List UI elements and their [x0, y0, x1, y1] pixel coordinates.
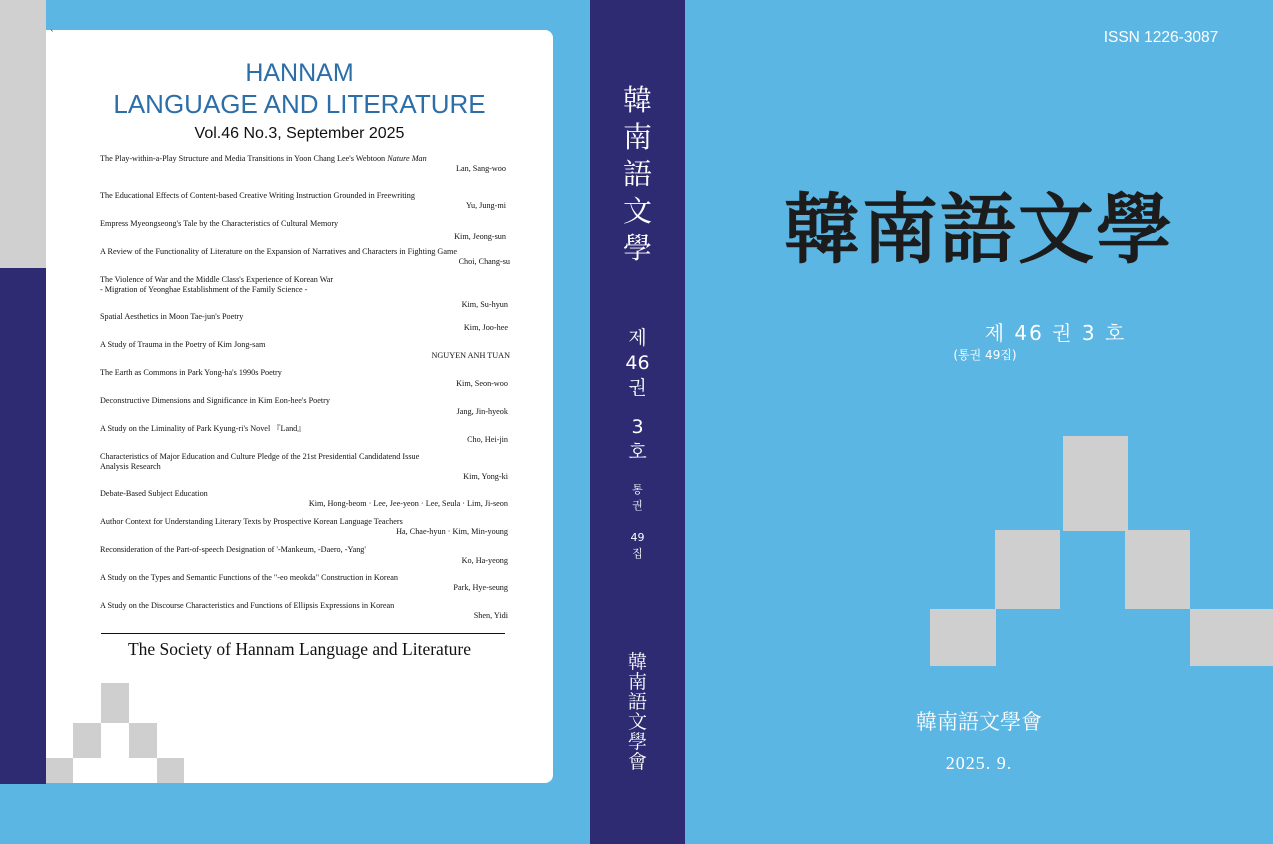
- toc-title: A Study on the Types and Semantic Functions of the "-eo meokda" Construction in Korean: [100, 573, 398, 582]
- toc-author: Kim, Joo-hee: [463, 323, 508, 332]
- front-date: 2025. 9.: [945, 753, 1013, 773]
- back-divider: [101, 633, 505, 634]
- toc-title: Author Context for Understanding Literary Texts by Prospective Korean Language Teachers: [100, 517, 403, 526]
- back-edge-navy-band: [0, 268, 46, 784]
- front-publisher: 韓南語文學會: [916, 710, 1042, 734]
- toc-title: Debate-Based Subject Education: [100, 489, 208, 498]
- toc-entry: [100, 275, 510, 310]
- decor-square: [129, 723, 157, 758]
- toc-entry: [100, 424, 510, 445]
- spine-title-char: 學: [622, 231, 652, 265]
- back-society-name: The Society of Hannam Language and Literature: [127, 639, 472, 659]
- spine-cumulative-number-char: 집: [632, 547, 643, 560]
- decor-square: [1125, 530, 1190, 609]
- front-title: 韓南語文學: [784, 185, 1174, 274]
- spine-cumulative-number: [590, 530, 685, 562]
- toc-author: NGUYEN ANH TUAN: [431, 351, 510, 360]
- spine-number-char: 호: [628, 441, 647, 463]
- toc-entry: [100, 219, 510, 242]
- toc-author: Cho, Hei-jin: [467, 435, 508, 444]
- toc-entry: [100, 340, 510, 361]
- toc-author: Lan, Sang-woo: [455, 164, 506, 173]
- spine-publisher-char: 語: [627, 691, 647, 713]
- spine-publisher-char: 南: [627, 671, 647, 693]
- toc-title: Reconsideration of the Part-of-speech Designation of '-Mankeum, -Daero, -Yang': [100, 545, 366, 554]
- toc-subtitle: - Migration of Yeonghae Establishment of the Family Science -: [100, 285, 308, 294]
- spine-volume-char: 제: [628, 327, 647, 349]
- toc-title: Characteristics of Major Education and Culture Pledge of the 21st Presidential Candidatend Issue: [100, 452, 420, 461]
- issn-label: ISSN 1226-3087: [1103, 29, 1219, 46]
- spine-title-char: 南: [622, 120, 652, 154]
- spine-title-char: 語: [622, 157, 652, 191]
- toc-title: The Violence of War and the Middle Class's Experience of Korean War: [100, 275, 334, 284]
- spine-cumulative-char: 통: [632, 483, 643, 496]
- back-title-line2: LANGUAGE AND LITERATURE: [113, 89, 486, 119]
- decor-square: [46, 758, 73, 783]
- toc-entry: [100, 396, 510, 417]
- back-cover-mark: `: [50, 30, 55, 40]
- toc-title: Deconstructive Dimensions and Significance in Kim Eon-hee's Poetry: [100, 396, 330, 405]
- spine-title: [590, 82, 685, 267]
- back-volume-info: Vol.46 No.3, September 2025: [194, 125, 405, 142]
- toc-title: Empress Myeongseong's Tale by the Characteristics of Cultural Memory: [100, 219, 339, 228]
- spine-cumulative: [590, 482, 685, 514]
- toc-entry: [100, 489, 510, 509]
- front-issue: 제 46 권 3 호: [984, 321, 1127, 345]
- spine-volume: [590, 326, 685, 401]
- spine-publisher: [590, 652, 685, 772]
- spine-cumulative-char: 권: [632, 499, 643, 512]
- toc-author: Kim, Su-hyun: [461, 300, 508, 309]
- toc-entry: [100, 368, 510, 389]
- spine-publisher-char: 韓: [627, 651, 647, 673]
- toc-title: The Earth as Commons in Park Yong-ha's 1990s Poetry: [100, 368, 282, 377]
- toc-author: Jang, Jin-hyeok: [456, 407, 508, 416]
- back-title-line1: HANNAM: [245, 59, 354, 87]
- toc-title-italic: Nature Man: [387, 154, 427, 163]
- decor-square: [101, 683, 129, 723]
- toc-title: A Study on the Liminality of Park Kyung-ri's Novel 『Land』: [100, 424, 306, 433]
- toc-author: Park, Hye-seung: [453, 583, 508, 592]
- toc-title: A Study of Trauma in the Poetry of Kim Jong-sam: [100, 340, 266, 349]
- spine-volume-char: 권: [628, 377, 647, 399]
- spine-number-char: 3: [631, 416, 644, 438]
- toc-title: A Review of the Functionality of Literature on the Expansion of Narratives and Characters in Fighting Game: [100, 247, 457, 256]
- spine-title-char: 文: [622, 194, 652, 228]
- toc-entry: [100, 247, 510, 267]
- decor-square: [995, 530, 1060, 609]
- toc-author: Kim, Jeong-sun: [454, 232, 506, 241]
- decor-square: [1063, 436, 1128, 531]
- toc-author: Shen, Yidi: [473, 611, 508, 620]
- toc-author: Kim, Seon-woo: [456, 379, 508, 388]
- toc-title: A Study on the Discourse Characteristics and Functions of Ellipsis Expressions in Korean: [100, 601, 395, 610]
- toc-author: Kim, Yong-ki: [463, 472, 508, 481]
- spine-publisher-char: 文: [627, 711, 647, 733]
- spine-publisher-char: 學: [627, 731, 647, 753]
- toc-entry: [100, 154, 510, 174]
- toc-title: The Play-within-a-Play Structure and Media Transitions in Yoon Chang Lee's Webtoon: [100, 154, 388, 163]
- front-issue-cumulative: (통권 49집): [953, 348, 1017, 362]
- spine-number: [590, 415, 685, 465]
- spine-cumulative-number-char: 49: [630, 531, 645, 544]
- spine-title-char: 韓: [622, 83, 652, 117]
- spine-volume-char: 46: [625, 352, 650, 374]
- spine-publisher-char: 會: [627, 751, 647, 773]
- toc-author: Yu, Jung-mi: [465, 201, 506, 210]
- toc-entry: [100, 573, 510, 593]
- decor-square: [930, 609, 996, 666]
- toc-author: Ko, Ha-yeong: [461, 556, 508, 565]
- toc-subtitle: Analysis Research: [100, 462, 161, 471]
- toc-entry: [100, 312, 510, 333]
- toc-entry: [100, 601, 510, 621]
- toc-author: Choi, Chang-su: [458, 257, 510, 266]
- decor-square: [73, 723, 101, 758]
- back-edge-gray-band: [0, 0, 46, 268]
- toc-author: Ha, Chae-hyun · Kim, Min-young: [396, 527, 508, 536]
- toc-entry: [100, 191, 510, 211]
- toc-entry: [100, 517, 510, 537]
- toc-entry: [100, 545, 510, 566]
- toc-title: The Educational Effects of Content-based Creative Writing Instruction Grounded in Freewriting: [100, 191, 415, 200]
- toc-entry: [100, 452, 510, 482]
- decor-square: [1190, 609, 1273, 666]
- decor-square: [157, 758, 184, 783]
- toc-title: Spatial Aesthetics in Moon Tae-jun's Poetry: [100, 312, 244, 321]
- toc-author: Kim, Hong-beom · Lee, Jee-yeon · Lee, Seula · Lim, Ji-seon: [308, 499, 508, 508]
